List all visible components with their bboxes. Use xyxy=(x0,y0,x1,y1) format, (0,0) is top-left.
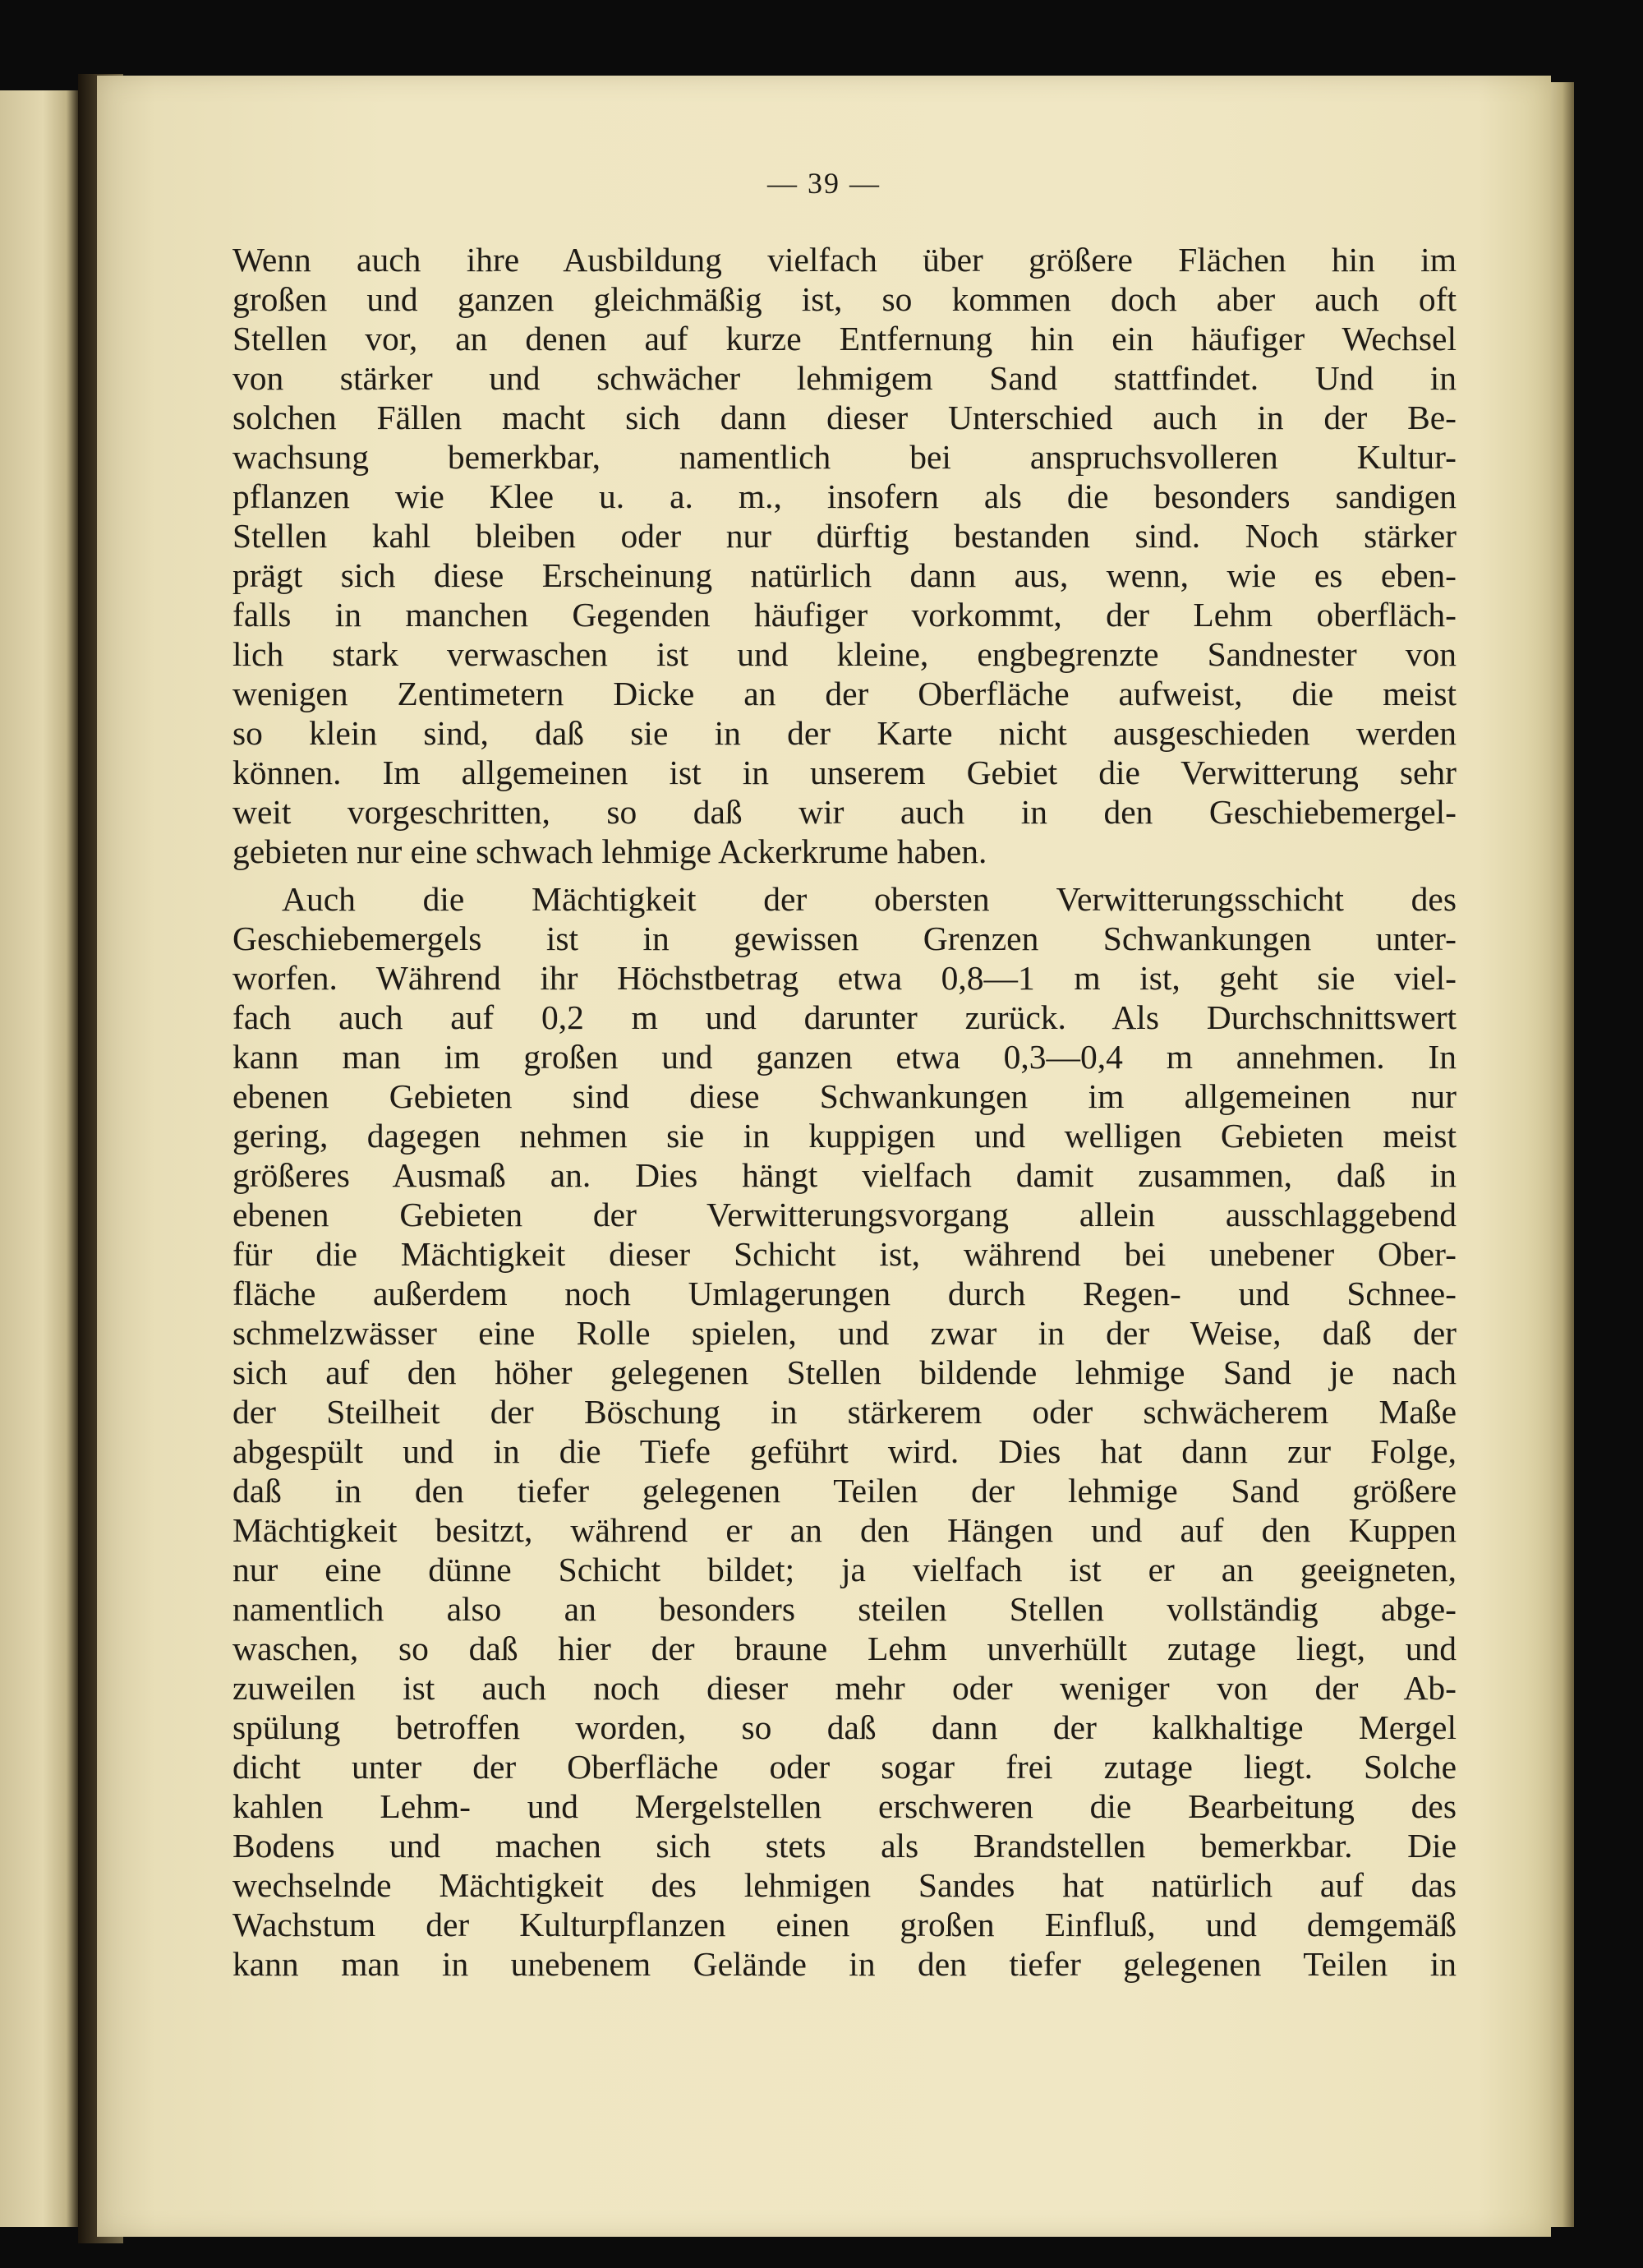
text-line: großen und ganzen gleichmäßig ist, so kommen doch aber auch oft xyxy=(232,280,1457,318)
text-line: fach auch auf 0,2 m und darunter zurück. Als Durchschnittswert xyxy=(232,998,1457,1036)
text-line: von stärker und schwächer lehmigem Sand stattfindet. Und in xyxy=(232,359,1457,397)
text-line: sich auf den höher gelegenen Stellen bildende lehmige Sand je nach xyxy=(232,1353,1457,1391)
text-line: abgespült und in die Tiefe geführt wird. Dies hat dann zur Folge, xyxy=(232,1432,1457,1470)
text-line: Stellen vor, an denen auf kurze Entfernung hin ein häufiger Wechsel xyxy=(232,320,1457,357)
text-line: kann man im großen und ganzen etwa 0,3—0,4 m annehmen. In xyxy=(232,1038,1457,1076)
text-line: Auch die Mächtigkeit der obersten Verwitterungsschicht des xyxy=(282,880,1457,918)
text-line: ebenen Gebieten sind diese Schwankungen im allgemeinen nur xyxy=(232,1077,1457,1115)
text-line: Wachstum der Kulturpflanzen einen großen Einfluß, und demgemäß xyxy=(232,1906,1457,1943)
text-line: größeres Ausmaß an. Dies hängt vielfach damit zusammen, daß in xyxy=(232,1156,1457,1194)
text-line: daß in den tiefer gelegenen Teilen der lehmige Sand größere xyxy=(232,1472,1457,1510)
text-line: können. Im allgemeinen ist in unserem Gebiet die Verwitterung sehr xyxy=(232,754,1457,791)
text-line: waschen, so daß hier der braune Lehm unverhüllt zutage liegt, und xyxy=(232,1630,1457,1667)
text-line: Wenn auch ihre Ausbildung vielfach über größere Flächen hin im xyxy=(232,241,1457,279)
text-line: prägt sich diese Erscheinung natürlich dann aus, wenn, wie es eben- xyxy=(232,556,1457,594)
text-line: der Steilheit der Böschung in stärkerem oder schwächerem Maße xyxy=(232,1393,1457,1431)
text-line: wenigen Zentimetern Dicke an der Oberfläche aufweist, die meist xyxy=(232,675,1457,712)
text-line: Mächtigkeit besitzt, während er an den Hängen und auf den Kuppen xyxy=(232,1511,1457,1549)
text-line: dicht unter der Oberfläche oder sogar frei zutage liegt. Solche xyxy=(232,1748,1457,1786)
page-number: — 39 — xyxy=(767,167,881,200)
text-line: worfen. Während ihr Höchstbetrag etwa 0,8—1 m ist, geht sie viel- xyxy=(232,959,1457,997)
text-line: für die Mächtigkeit dieser Schicht ist, während bei unebener Ober- xyxy=(232,1235,1457,1273)
text-line: zuweilen ist auch noch dieser mehr oder weniger von der Ab- xyxy=(232,1669,1457,1707)
body-text xyxy=(232,240,1457,1984)
page-stack-edge xyxy=(1551,82,1574,2227)
paragraph-2 xyxy=(232,879,1457,1984)
text-line: so klein sind, daß sie in der Karte nicht ausgeschieden werden xyxy=(232,714,1457,752)
text-line: lich stark verwaschen ist und kleine, engbegrenzte Sandnester von xyxy=(232,635,1457,673)
text-line: kahlen Lehm- und Mergelstellen erschweren die Bearbeitung des xyxy=(232,1787,1457,1825)
text-line: solchen Fällen macht sich dann dieser Unterschied auch in der Be- xyxy=(232,399,1457,436)
paragraph-gap xyxy=(232,871,1457,879)
text-line: gebieten nur eine schwach lehmige Ackerkrume haben. xyxy=(232,832,987,870)
text-line: Geschiebemergels ist in gewissen Grenzen Schwankungen unter- xyxy=(232,920,1457,957)
text-line: namentlich also an besonders steilen Stellen vollständig abge- xyxy=(232,1590,1457,1628)
text-line: schmelzwässer eine Rolle spielen, und zwar in der Weise, daß der xyxy=(232,1314,1457,1352)
text-line: weit vorgeschritten, so daß wir auch in den Geschiebemergel- xyxy=(232,793,1457,831)
book-page xyxy=(97,76,1551,2237)
text-line: gering, dagegen nehmen sie in kuppigen und welligen Gebieten meist xyxy=(232,1117,1457,1155)
text-line: fläche außerdem noch Umlagerungen durch Regen- und Schnee- xyxy=(232,1275,1457,1312)
text-line: pflanzen wie Klee u. a. m., insofern als die besonders sandigen xyxy=(232,477,1457,515)
text-line: ebenen Gebieten der Verwitterungsvorgang allein ausschlaggebend xyxy=(232,1196,1457,1233)
text-line: nur eine dünne Schicht bildet; ja vielfach ist er an geeigneten, xyxy=(232,1551,1457,1588)
text-line: Stellen kahl bleiben oder nur dürftig bestanden sind. Noch stärker xyxy=(232,517,1457,555)
text-line: kann man in unebenem Gelände in den tiefer gelegenen Teilen in xyxy=(232,1945,1457,1983)
text-line: falls in manchen Gegenden häufiger vorkommt, der Lehm oberfläch- xyxy=(232,596,1457,634)
text-line: wechselnde Mächtigkeit des lehmigen Sandes hat natürlich auf das xyxy=(232,1866,1457,1904)
previous-page-edge xyxy=(0,90,78,2227)
text-line: wachsung bemerkbar, namentlich bei anspruchsvolleren Kultur- xyxy=(232,438,1457,476)
paragraph-1 xyxy=(232,240,1457,871)
text-line: spülung betroffen worden, so daß dann der kalkhaltige Mergel xyxy=(232,1708,1457,1746)
text-line: Bodens und machen sich stets als Brandstellen bemerkbar. Die xyxy=(232,1827,1457,1865)
